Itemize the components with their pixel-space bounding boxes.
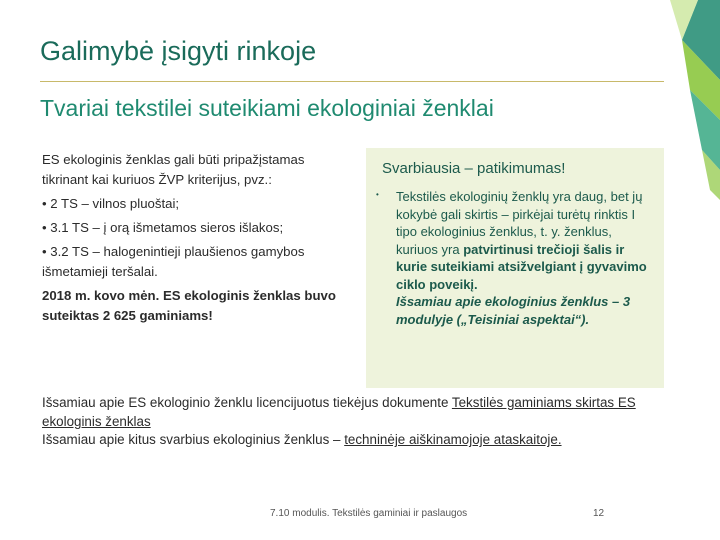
title-divider	[40, 81, 664, 82]
highlight-note: 2018 m. kovo mėn. ES ekologinis ženklas buvo suteiktas 2 625 gaminiams!	[42, 288, 336, 323]
callout-text: Tekstilės ekologinių ženklų yra daug, bet jų kokybė gali skirtis – pirkėjai turėtų rinktis I tipo ekologinius ženklus, t. y. ženklus, kuriuos yra	[396, 189, 643, 257]
callout-box	[366, 148, 664, 388]
page-title: Galimybė įsigyti rinkoje	[40, 36, 317, 66]
bottom-links-block	[42, 394, 692, 450]
callout-bold-text: patvirtinusi trečioji šalis ir kurie suteikiami atsižvelgiant į gyvavimo ciklo poveikį.	[396, 241, 647, 292]
other-ecolabels-text: Išsamiau apie kitus svarbius ekologinius ženklus –	[42, 432, 345, 447]
callout-bullet-icon: •	[376, 190, 379, 199]
bullet-item-2: • 3.1 TS – į orą išmetamos sieros išlakos;	[42, 220, 284, 235]
intro-paragraph: ES ekologinis ženklas gali būti pripažįstamas tikrinant kai kuriuos ŽVP kriterijus, pvz.:	[42, 152, 305, 187]
left-text-block	[42, 150, 352, 330]
page-number: 12	[593, 508, 605, 519]
decorative-corner-shapes	[660, 0, 720, 540]
callout-reference: Išsamiau apie ekologinius ženklus – 3 modulyje („Teisiniai aspektai“).	[396, 294, 631, 327]
bullet-item-1: • 2 TS – vilnos pluoštai;	[42, 196, 180, 211]
page-subtitle: Tvariai tekstilei suteikiami ekologiniai ženklai	[40, 95, 494, 121]
textile-ecolabel-link[interactable]: Tekstilės gaminiams skirtas ES ekologinis ženklas	[42, 395, 636, 429]
callout-heading: Svarbiausia – patikimumas!	[382, 160, 566, 177]
callout-body	[396, 188, 656, 328]
technical-report-link[interactable]: techninėje aiškinamojoje ataskaitoje.	[344, 432, 562, 447]
footer-text: 7.10 modulis. Tekstilės gaminiai ir paslaugos	[270, 508, 468, 519]
licensed-suppliers-text: Išsamiau apie ES ekologinio ženklu licencijuotus tiekėjus dokumente	[42, 395, 452, 410]
bullet-item-3: • 3.2 TS – halogenintieji plaušienos gamybos išmetamieji teršalai.	[42, 244, 305, 279]
